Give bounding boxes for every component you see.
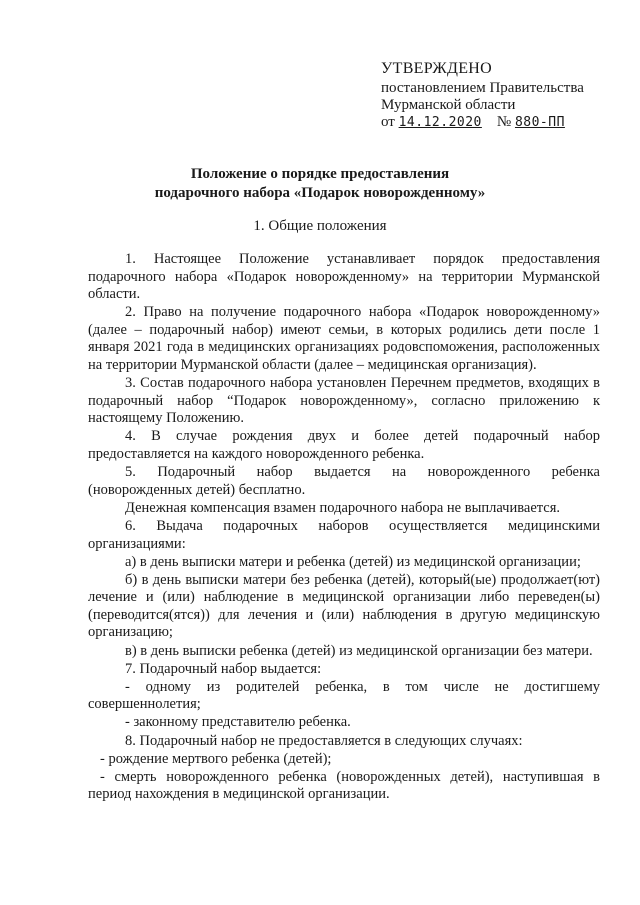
approval-line-1: постановлением Правительства [381, 80, 584, 96]
paragraph-2: 2. Право на получение подарочного набора «Подарок новорожденному» (далее – подарочный набор) имеют семьи, в которых родились дети после 1 января 2021 года в медицинских организациях родовспоможения, расположенных на территории Мурманской области (далее – медицинская организация). [88, 304, 600, 374]
approval-number: 880-ПП [514, 115, 565, 130]
section-heading: 1. Общие положения [253, 218, 387, 234]
paragraph-7: 7. Подарочный набор выдается: [125, 660, 322, 677]
paragraph-1: 1. Настоящее Положение устанавливает порядок предоставления подарочного набора «Подарок новорожденному» на территории Мурманской области. [88, 251, 600, 303]
title-line-2: подарочного набора «Подарок новорожденному» [154, 185, 486, 201]
approval-number-label: № [496, 114, 512, 130]
document-title [0, 165, 640, 203]
paragraph-8: 8. Подарочный набор не предоставляется в следующих случаях: [125, 732, 523, 749]
paragraph-6b: б) в день выписки матери без ребенка (детей), который(ые) продолжает(ют) лечение и (или) наблюдение в медицинской организации либо переведен(ы) (переводится(ятся)) для лечения и (или) наблюдения в другую медицинскую организацию; [88, 571, 600, 641]
approval-date-line [381, 114, 621, 131]
paragraph-8-item-1: - рождение мертвого ребенка (детей); [100, 750, 332, 767]
paragraph-3: 3. Состав подарочного набора установлен Перечнем предметов, входящих в подарочный набор “Подарок новорожденному», согласно приложению к настоящему Положению. [88, 375, 600, 427]
paragraph-4: 4. В случае рождения двух и более детей подарочный набор предоставляется на каждого новорожденного ребенка. [88, 428, 600, 463]
approval-line-2: Мурманской области [381, 97, 516, 113]
approval-from-label: от [381, 114, 395, 130]
paragraph-6a: а) в день выписки матери и ребенка (детей) из медицинской организации; [125, 553, 581, 570]
approval-heading: УТВЕРЖДЕНО [381, 60, 493, 77]
paragraph-6c: в) в день выписки ребенка (детей) из медицинской организации без матери. [125, 642, 593, 659]
paragraph-compensation: Денежная компенсация взамен подарочного набора не выплачивается. [125, 499, 560, 516]
paragraph-5: 5. Подарочный набор выдается на новорожденного ребенка (новорожденных детей) бесплатно. [88, 464, 600, 498]
paragraph-7-item-1: - одному из родителей ребенка, в том числе не достигшему совершеннолетия; [88, 678, 600, 713]
title-line-1: Положение о порядке предоставления [190, 166, 450, 182]
paragraph-8-item-2: - смерть новорожденного ребенка (новорожденных детей), наступившая в период нахождения в медицинской организации. [88, 768, 600, 803]
document-body [88, 251, 600, 804]
paragraph-7-item-2: - законному представителю ребенка. [125, 714, 351, 731]
approval-stamp [381, 60, 621, 131]
approval-date: 14.12.2020 [398, 115, 482, 130]
paragraph-6: 6. Выдача подарочных наборов осуществляется медицинскими организациями: [88, 517, 600, 552]
